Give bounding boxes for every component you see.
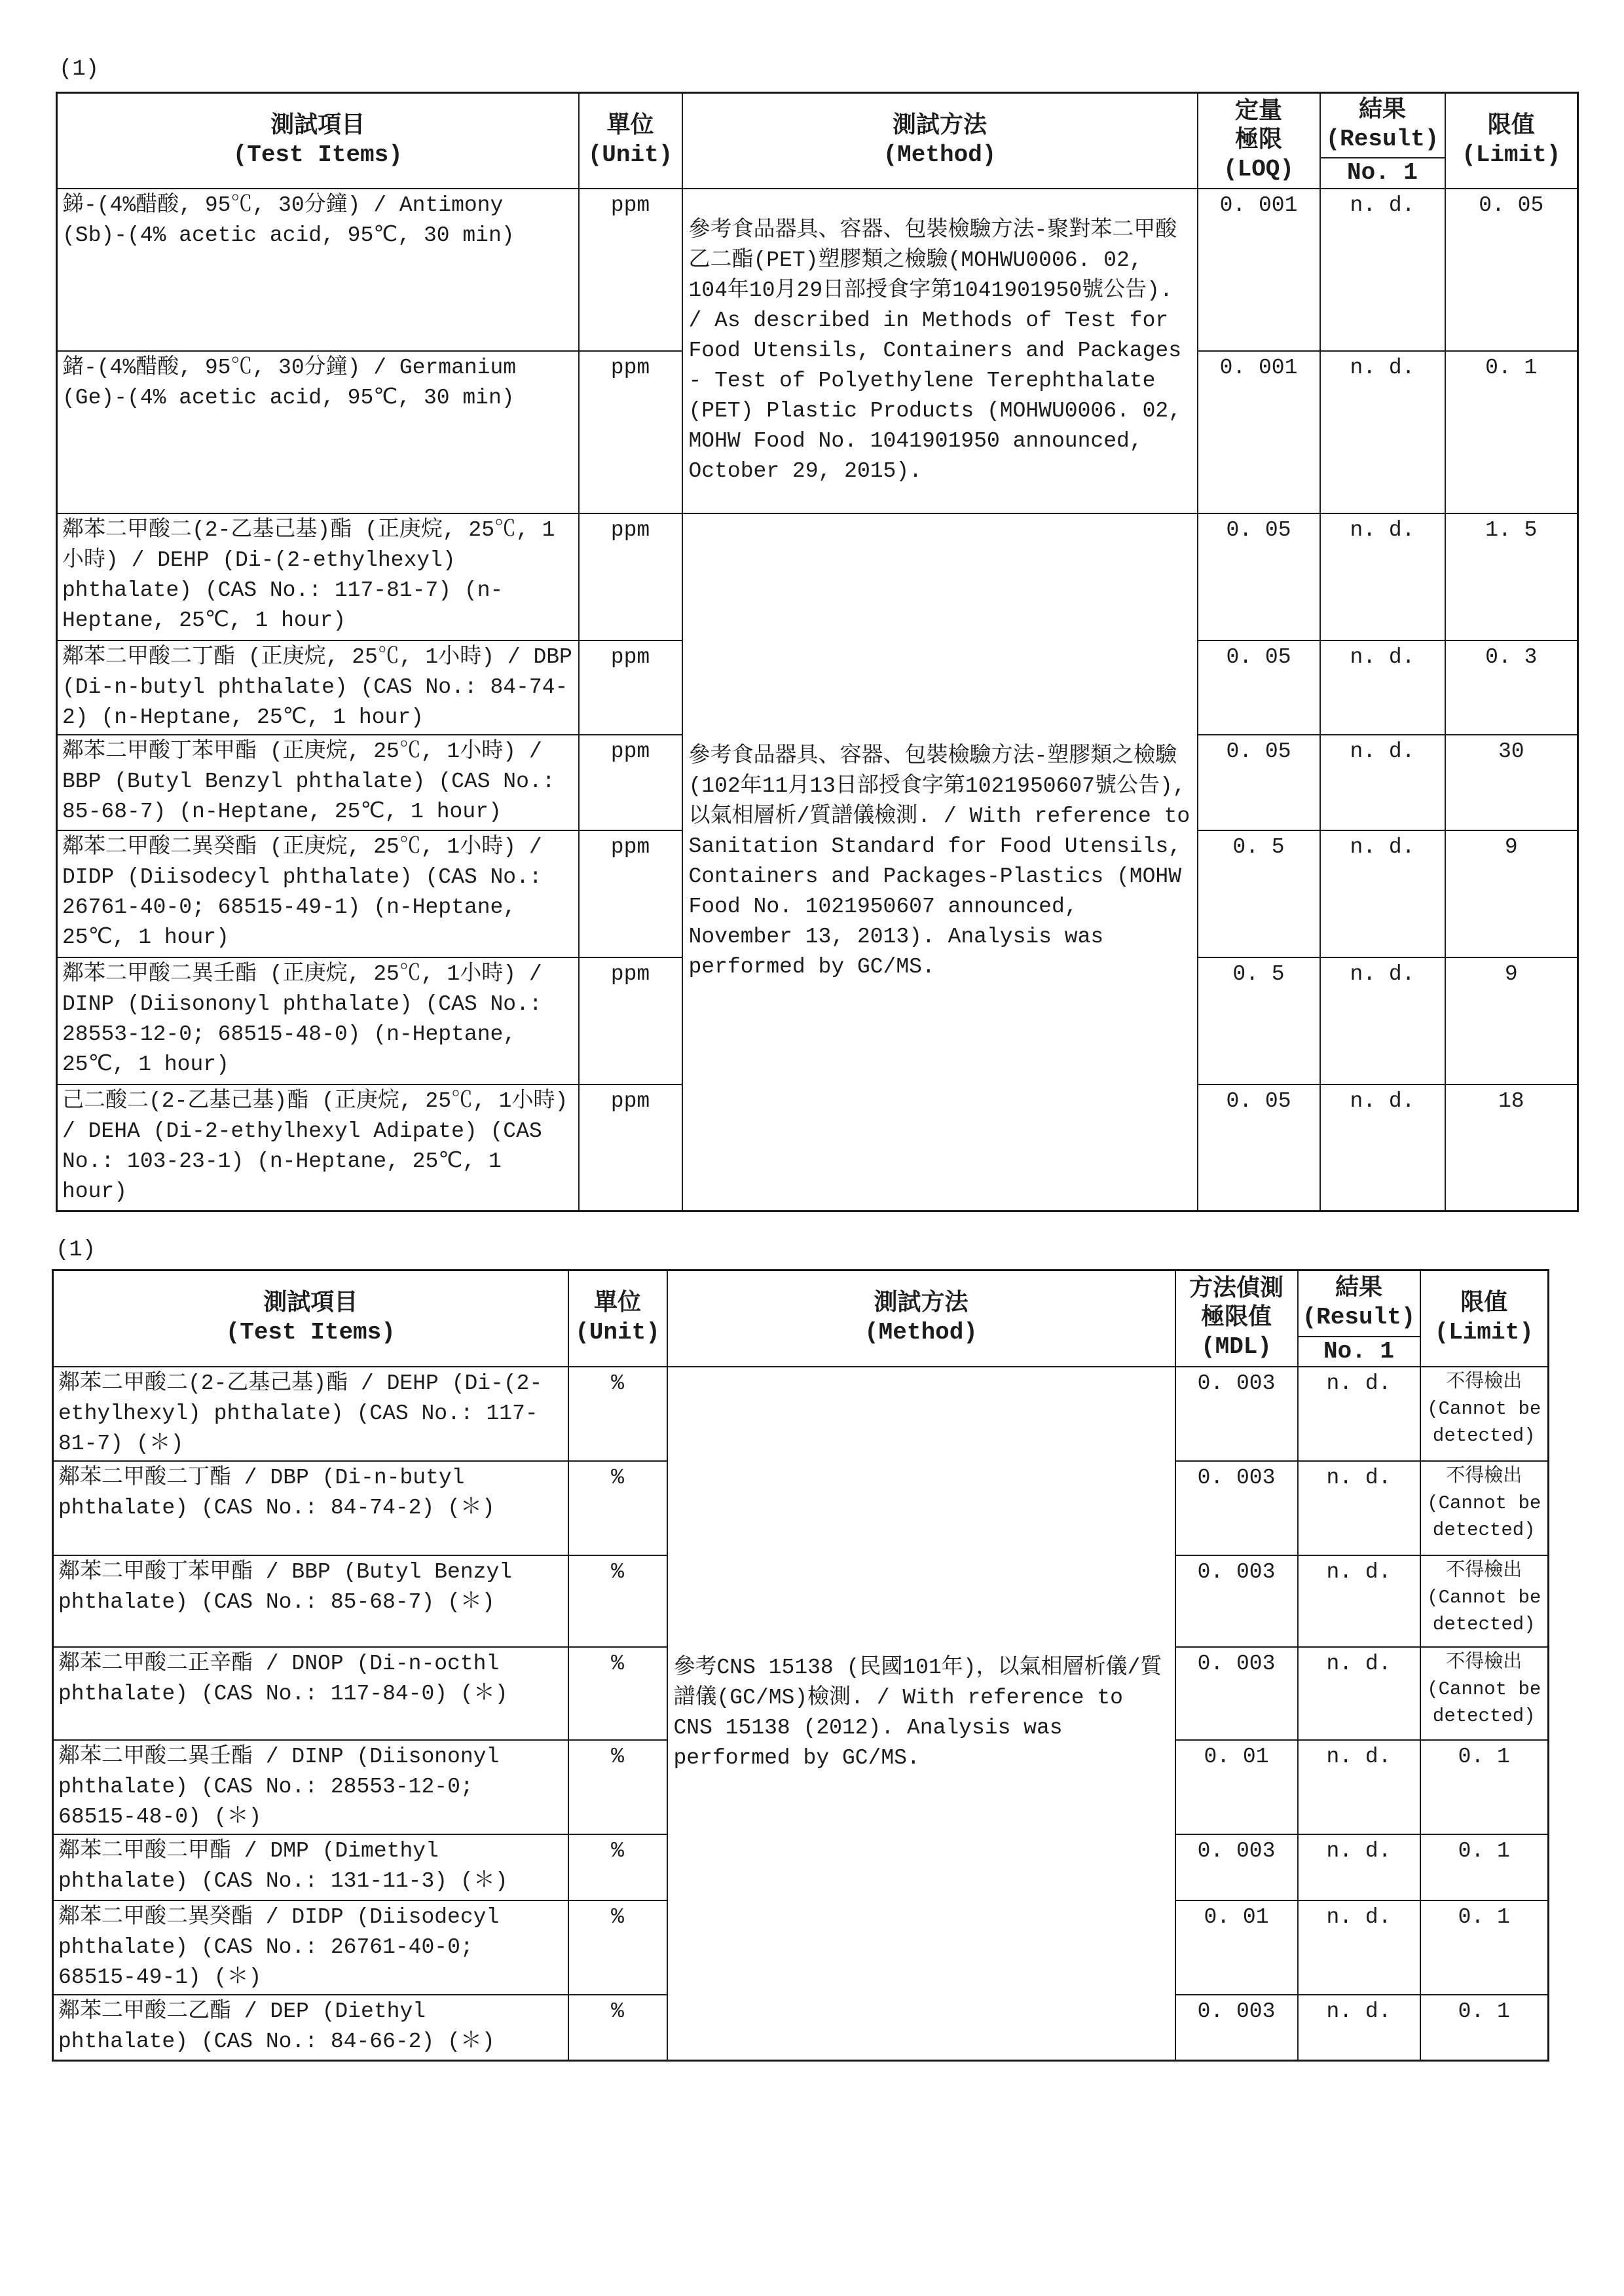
method-cell: 參考食品器具、容器、包裝檢驗方法-聚對苯二甲酸乙二酯(PET)塑膠類之檢驗(MOHWU0006. 02, 104年10月29日部授食字第1041901950號公告). / As described in Methods of Test for Food Utensils, Containers and Packages - Test of Polyethylene Terephthalate (PET) Plastic Products (MOHWU0006. 02, MOHW Food No. 1041901950 announced, October 29, 2015). <box>682 189 1198 513</box>
result-cell: n. d. <box>1298 1555 1420 1647</box>
result-cell: n. d. <box>1298 1647 1420 1740</box>
result-cell: n. d. <box>1298 1834 1420 1900</box>
test-items-header <box>53 1270 568 1367</box>
result-cell: n. d. <box>1298 1461 1420 1555</box>
mdl-header <box>1175 1270 1298 1367</box>
result-cell: n. d. <box>1320 830 1445 957</box>
result-header-zh: 結果 <box>1358 97 1406 124</box>
test-item-cell: 鄰苯二甲酸二異癸酯 / DIDP (Diisodecyl phthalate) (CAS No.: 26761-40-0; 68515-49-1) (＊) <box>53 1900 568 1995</box>
method-header-zh: 測試方法 <box>874 1290 969 1318</box>
limit-cell: 9 <box>1445 830 1578 957</box>
result-cell: n. d. <box>1298 1995 1420 2061</box>
table-row <box>53 1367 1549 1461</box>
test-item-cell: 己二酸二(2-乙基己基)酯 (正庚烷, 25℃, 1小時) / DEHA (Di-2-ethylhexyl Adipate) (CAS No.: 103-23-1) (n-Heptane, 25℃, 1 hour) <box>57 1084 579 1212</box>
unit-header <box>568 1270 667 1367</box>
test-item-cell: 鄰苯二甲酸二異壬酯 / DINP (Diisononyl phthalate) (CAS No.: 28553-12-0; 68515-48-0) (＊) <box>53 1740 568 1834</box>
test-item-cell: 鄰苯二甲酸二(2-乙基己基)酯 / DEHP (Di-(2-ethylhexyl) phthalate) (CAS No.: 117-81-7) (＊) <box>53 1367 568 1461</box>
unit-cell: ppm <box>579 735 682 830</box>
loq-cell: 0. 05 <box>1198 735 1320 830</box>
loq-header <box>1198 93 1320 189</box>
mdl-header-en: (MDL) <box>1200 1333 1272 1361</box>
result-sample-number-header: No. 1 <box>1320 158 1445 189</box>
unit-cell: ppm <box>579 957 682 1084</box>
unit-cell: ppm <box>579 830 682 957</box>
mdl-cell: 0. 003 <box>1175 1367 1298 1461</box>
unit-cell: ppm <box>579 640 682 735</box>
limit-header <box>1420 1270 1549 1367</box>
test-item-cell: 鄰苯二甲酸二甲酯 / DMP (Dimethyl phthalate) (CAS No.: 131-11-3) (＊) <box>53 1834 568 1900</box>
unit-header-zh: 單位 <box>606 112 654 139</box>
unit-header-en: (Unit) <box>575 1319 660 1346</box>
method-header-en: (Method) <box>883 141 997 168</box>
result-cell: n. d. <box>1298 1740 1420 1834</box>
result-cell: n. d. <box>1298 1367 1420 1461</box>
mdl-cell: 0. 01 <box>1175 1740 1298 1834</box>
result-cell: n. d. <box>1320 735 1445 830</box>
loq-cell: 0. 5 <box>1198 957 1320 1084</box>
result-header-en: (Result) <box>1325 126 1439 153</box>
limit-cell: 0. 1 <box>1445 351 1578 513</box>
unit-cell: % <box>568 1647 667 1740</box>
mdl-cell: 0. 003 <box>1175 1995 1298 2061</box>
method-header <box>667 1270 1175 1367</box>
method-cell: 參考CNS 15138 (民國101年)，以氣相層析儀/質譜儀(GC/MS)檢測. / With reference to CNS 15138 (2012). Analysis was performed by GC/MS. <box>667 1367 1175 2061</box>
result-cell: n. d. <box>1320 640 1445 735</box>
unit-header-zh: 單位 <box>593 1290 641 1318</box>
unit-header <box>579 93 682 189</box>
result-cell: n. d. <box>1298 1900 1420 1995</box>
mdl-cell: 0. 003 <box>1175 1647 1298 1740</box>
limit-header-en: (Limit) <box>1434 1319 1534 1346</box>
test-item-cell: 鄰苯二甲酸二丁酯 / DBP (Di-n-butyl phthalate) (CAS No.: 84-74-2) (＊) <box>53 1461 568 1555</box>
unit-cell: % <box>568 1740 667 1834</box>
test-item-cell: 銻-(4%醋酸, 95℃, 30分鐘) / Antimony (Sb)-(4% acetic acid, 95℃, 30 min) <box>57 189 579 351</box>
unit-header-en: (Unit) <box>587 141 673 168</box>
test-items-header-en: (Test Items) <box>225 1319 396 1346</box>
unit-cell: ppm <box>579 189 682 351</box>
unit-cell: ppm <box>579 1084 682 1212</box>
limit-cell: 不得檢出 (Cannot be detected) <box>1420 1647 1549 1740</box>
test-item-cell: 鄰苯二甲酸二乙酯 / DEP (Diethyl phthalate) (CAS No.: 84-66-2) (＊) <box>53 1995 568 2061</box>
test-items-header-zh: 測試項目 <box>263 1290 358 1318</box>
loq-cell: 0. 05 <box>1198 1084 1320 1212</box>
method-header-zh: 測試方法 <box>892 112 987 139</box>
unit-cell: ppm <box>579 513 682 640</box>
section-label: (1) <box>59 57 100 82</box>
test-items-header-zh: 測試項目 <box>270 112 365 139</box>
unit-cell: % <box>568 1900 667 1995</box>
result-header <box>1320 93 1445 158</box>
result-cell: n. d. <box>1320 1084 1445 1212</box>
test-item-cell: 鄰苯二甲酸二(2-乙基己基)酯 (正庚烷, 25℃, 1小時) / DEHP (Di-(2-ethylhexyl) phthalate) (CAS No.: 117-81-7) (n-Heptane, 25℃, 1 hour) <box>57 513 579 640</box>
loq-header-zh-2: 極限 <box>1234 126 1282 154</box>
limit-header-en: (Limit) <box>1462 141 1561 168</box>
method-header-en: (Method) <box>864 1319 978 1346</box>
method-cell: 參考食品器具、容器、包裝檢驗方法-塑膠類之檢驗(102年11月13日部授食字第1021950607號公告), 以氣相層析/質譜儀檢測. / With reference to Sanitation Standard for Food Utensils, Containers and Packages-Plastics (MOHW Food No. 1021950607 announced, November 13, 2013). Analysis was performed by GC/MS. <box>682 513 1198 1212</box>
method-header <box>682 93 1198 189</box>
limit-header <box>1445 93 1578 189</box>
mdl-cell: 0. 003 <box>1175 1461 1298 1555</box>
limit-cell: 0. 1 <box>1420 1900 1549 1995</box>
table-row <box>57 513 1578 640</box>
limit-cell: 9 <box>1445 957 1578 1084</box>
test-item-cell: 鄰苯二甲酸二丁酯 (正庚烷, 25℃, 1小時) / DBP (Di-n-butyl phthalate) (CAS No.: 84-74-2) (n-Heptane, 25℃, 1 hour) <box>57 640 579 735</box>
limit-cell: 0. 3 <box>1445 640 1578 735</box>
result-cell: n. d. <box>1320 189 1445 351</box>
limit-cell: 不得檢出 (Cannot be detected) <box>1420 1461 1549 1555</box>
limit-cell: 18 <box>1445 1084 1578 1212</box>
section-label: (1) <box>56 1238 96 1263</box>
result-header <box>1298 1270 1420 1337</box>
unit-cell: % <box>568 1995 667 2061</box>
unit-cell: % <box>568 1555 667 1647</box>
loq-cell: 0. 001 <box>1198 351 1320 513</box>
limit-cell: 30 <box>1445 735 1578 830</box>
test-item-cell: 鄰苯二甲酸二異癸酯 (正庚烷, 25℃, 1小時) / DIDP (Diisodecyl phthalate) (CAS No.: 26761-40-0; 68515-49-1) (n-Heptane, 25℃, 1 hour) <box>57 830 579 957</box>
result-cell: n. d. <box>1320 513 1445 640</box>
loq-cell: 0. 05 <box>1198 640 1320 735</box>
test-item-cell: 鄰苯二甲酸丁苯甲酯 / BBP (Butyl Benzyl phthalate) (CAS No.: 85-68-7) (＊) <box>53 1555 568 1647</box>
test-item-cell: 鄰苯二甲酸丁苯甲酯 (正庚烷, 25℃, 1小時) / BBP (Butyl Benzyl phthalate) (CAS No.: 85-68-7) (n-Heptane, 25℃, 1 hour) <box>57 735 579 830</box>
limit-cell: 不得檢出 (Cannot be detected) <box>1420 1367 1549 1461</box>
test-items-header <box>57 93 579 189</box>
loq-cell: 0. 001 <box>1198 189 1320 351</box>
unit-cell: % <box>568 1367 667 1461</box>
result-header-zh: 結果 <box>1335 1275 1382 1303</box>
result-cell: n. d. <box>1320 957 1445 1084</box>
test-item-cell: 鍺-(4%醋酸, 95℃, 30分鐘) / Germanium (Ge)-(4% acetic acid, 95℃, 30 min) <box>57 351 579 513</box>
mdl-cell: 0. 01 <box>1175 1900 1298 1995</box>
test-results-table-2 <box>52 1269 1549 2062</box>
limit-header-zh: 限值 <box>1487 112 1535 139</box>
unit-cell: % <box>568 1834 667 1900</box>
result-sample-number-header: No. 1 <box>1298 1337 1420 1367</box>
test-item-cell: 鄰苯二甲酸二正辛酯 / DNOP (Di-n-octhl phthalate) (CAS No.: 117-84-0) (＊) <box>53 1647 568 1740</box>
mdl-cell: 0. 003 <box>1175 1834 1298 1900</box>
header-row <box>57 93 1578 158</box>
limit-header-zh: 限值 <box>1460 1290 1508 1318</box>
loq-cell: 0. 05 <box>1198 513 1320 640</box>
limit-cell: 0. 05 <box>1445 189 1578 351</box>
limit-cell: 0. 1 <box>1420 1740 1549 1834</box>
unit-cell: % <box>568 1461 667 1555</box>
unit-cell: ppm <box>579 351 682 513</box>
limit-cell: 不得檢出 (Cannot be detected) <box>1420 1555 1549 1647</box>
limit-cell: 0. 1 <box>1420 1834 1549 1900</box>
loq-header-en: (LOQ) <box>1223 155 1295 183</box>
result-cell: n. d. <box>1320 351 1445 513</box>
limit-cell: 0. 1 <box>1420 1995 1549 2061</box>
test-item-cell: 鄰苯二甲酸二異壬酯 (正庚烷, 25℃, 1小時) / DINP (Diisononyl phthalate) (CAS No.: 28553-12-0; 68515-48-0) (n-Heptane, 25℃, 1 hour) <box>57 957 579 1084</box>
loq-cell: 0. 5 <box>1198 830 1320 957</box>
test-results-table-1 <box>56 92 1579 1212</box>
test-items-header-en: (Test Items) <box>232 141 403 168</box>
header-row <box>53 1270 1549 1337</box>
mdl-header-zh-2: 極限值 <box>1200 1305 1272 1332</box>
table-row <box>57 189 1578 351</box>
mdl-cell: 0. 003 <box>1175 1555 1298 1647</box>
limit-cell: 1. 5 <box>1445 513 1578 640</box>
mdl-header-zh-1: 方法偵測 <box>1189 1276 1283 1303</box>
loq-header-zh-1: 定量 <box>1234 98 1282 125</box>
result-header-en: (Result) <box>1302 1304 1416 1331</box>
